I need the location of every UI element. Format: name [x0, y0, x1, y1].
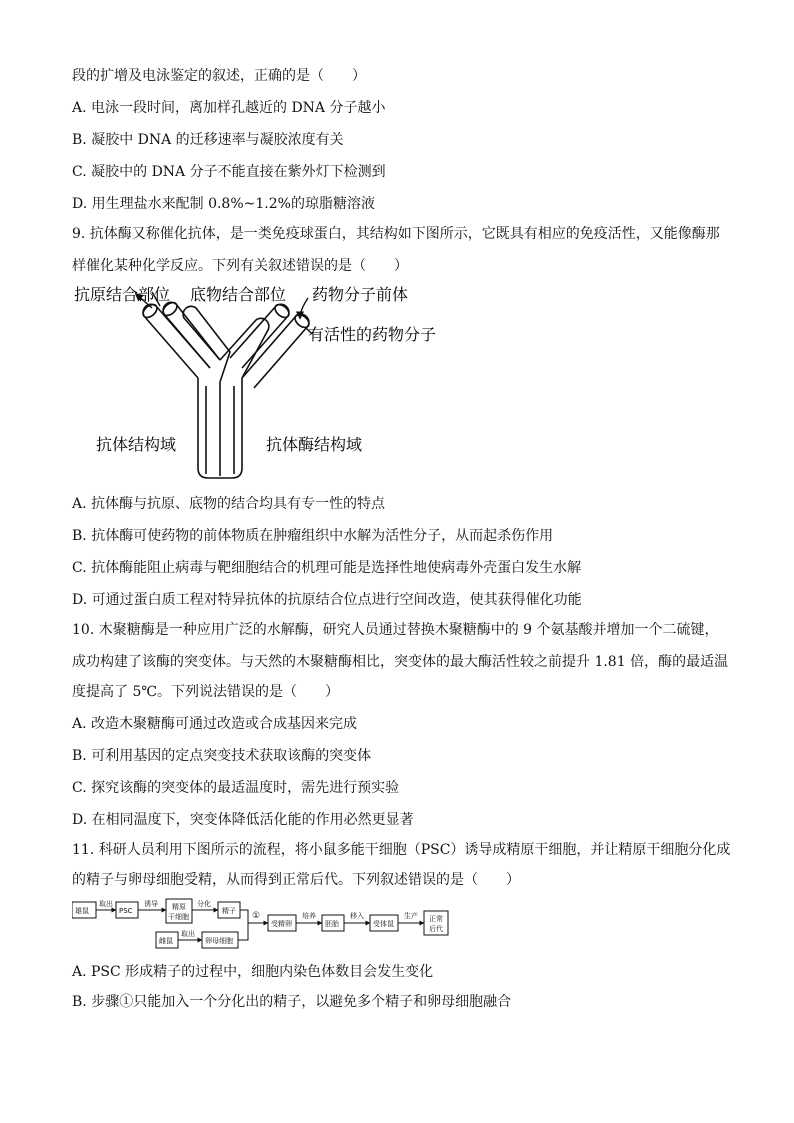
flow-embryo: 胚胎 [325, 920, 339, 928]
flow-spermatogonial-2: 干细胞 [168, 913, 189, 921]
label-antigen-site: 抗原结合部位 [74, 285, 171, 304]
flow-step-1: ① [252, 911, 261, 921]
q9-option-c: C. 抗体酶能阻止病毒与靶细胞结合的机理可能是选择性地使病毒外壳蛋白发生水解 [72, 560, 582, 576]
q10-stem-line-1: 10. 木聚糖酶是一种应用广泛的水解酶，研究人员通过替换木聚糖酶中的 9 个氨基酸并增加一个二硫键， [72, 622, 719, 638]
flow-normal-2: 后代 [429, 925, 443, 933]
flow-female-mouse: 雌鼠 [159, 937, 173, 945]
flow-extract-1: 取出 [99, 900, 113, 908]
q9-option-b: B. 抗体酶可使药物的前体物质在肿瘤组织中水解为活性分子，从而起杀伤作用 [72, 528, 554, 544]
flow-normal-1: 正常 [429, 915, 443, 923]
flow-psc: PSC [119, 907, 133, 915]
flow-extract-2: 取出 [181, 930, 195, 938]
q8-option-b: B. 凝胶中 DNA 的迁移速率与凝胶浓度有关 [72, 132, 344, 148]
q9-option-a: A. 抗体酶与抗原、底物的结合均具有专一性的特点 [72, 496, 386, 512]
label-substrate-site: 底物结合部位 [190, 285, 287, 304]
flow-differentiate: 分化 [197, 900, 211, 908]
q8-option-d: D. 用生理盐水来配制 0.8%~1.2%的琼脂糖溶液 [72, 196, 375, 212]
flow-oocyte: 卵母细胞 [205, 937, 233, 945]
flow-recipient-mouse: 受体鼠 [373, 920, 394, 928]
flow-induce: 诱导 [144, 900, 158, 908]
q10-option-a: A. 改造木聚糖酶可通过改造或合成基因来完成 [72, 716, 358, 732]
q11-stem-line-2: 的精子与卵母细胞受精，从而得到正常后代。下列叙述错误的是（ ） [72, 872, 520, 888]
q11-option-a: A. PSC 形成精子的过程中，细胞内染色体数目会发生变化 [72, 964, 434, 980]
flow-sperm: 精子 [222, 907, 236, 915]
q11-option-b: B. 步骤①只能加入一个分化出的精子，以避免多个精子和卵母细胞融合 [72, 994, 512, 1010]
flow-spermatogonial-1: 精原 [172, 903, 186, 911]
psc-flowchart [72, 896, 452, 956]
q9-stem-line-1: 9. 抗体酶又称催化抗体，是一类免疫球蛋白，其结构如下图所示，它既具有相应的免疫活性，又能像酶那 [72, 226, 720, 242]
flow-male-mouse: 雄鼠 [75, 907, 89, 915]
flow-produce: 生产 [404, 912, 418, 920]
label-drug-precursor: 药物分子前体 [312, 285, 409, 304]
q8-option-c: C. 凝胶中的 DNA 分子不能直接在紫外灯下检测到 [72, 164, 386, 180]
q10-option-b: B. 可利用基因的定点突变技术获取该酶的突变体 [72, 748, 372, 764]
abzyme-structure-diagram [60, 278, 460, 482]
q9-stem-line-2: 样催化某种化学反应。下列有关叙述错误的是（ ） [72, 258, 408, 274]
flow-transplant: 移入 [350, 912, 364, 920]
flow-culture: 培养 [302, 912, 316, 920]
q10-option-d: D. 在相同温度下，突变体降低活化能的作用必然更显著 [72, 812, 414, 828]
label-antibody-domain: 抗体结构域 [96, 435, 177, 454]
q10-option-c: C. 探究该酶的突变体的最适温度时，需先进行预实验 [72, 780, 400, 796]
q9-option-d: D. 可通过蛋白质工程对特异抗体的抗原结合位点进行空间改造，使其获得催化功能 [72, 592, 582, 608]
flow-fertilized-egg: 受精卵 [271, 920, 292, 928]
label-abzyme-domain: 抗体酶结构域 [266, 435, 363, 454]
label-active-drug: 有活性的药物分子 [308, 325, 437, 344]
q10-stem-line-2: 成功构建了该酶的突变体。与天然的木聚糖酶相比，突变体的最大酶活性较之前提升 1.81 倍，酶的最适温 [72, 654, 729, 670]
q11-stem-line-1: 11. 科研人员利用下图所示的流程，将小鼠多能干细胞（PSC）诱导成精原干细胞，并让精原干细胞分化成 [72, 842, 731, 858]
q10-stem-line-3: 度提高了 5℃。下列说法错误的是（ ） [72, 684, 340, 700]
q8-stem-tail: 段的扩增及电泳鉴定的叙述，正确的是（ ） [72, 68, 366, 84]
q8-option-a: A. 电泳一段时间，离加样孔越近的 DNA 分子越小 [72, 100, 386, 116]
